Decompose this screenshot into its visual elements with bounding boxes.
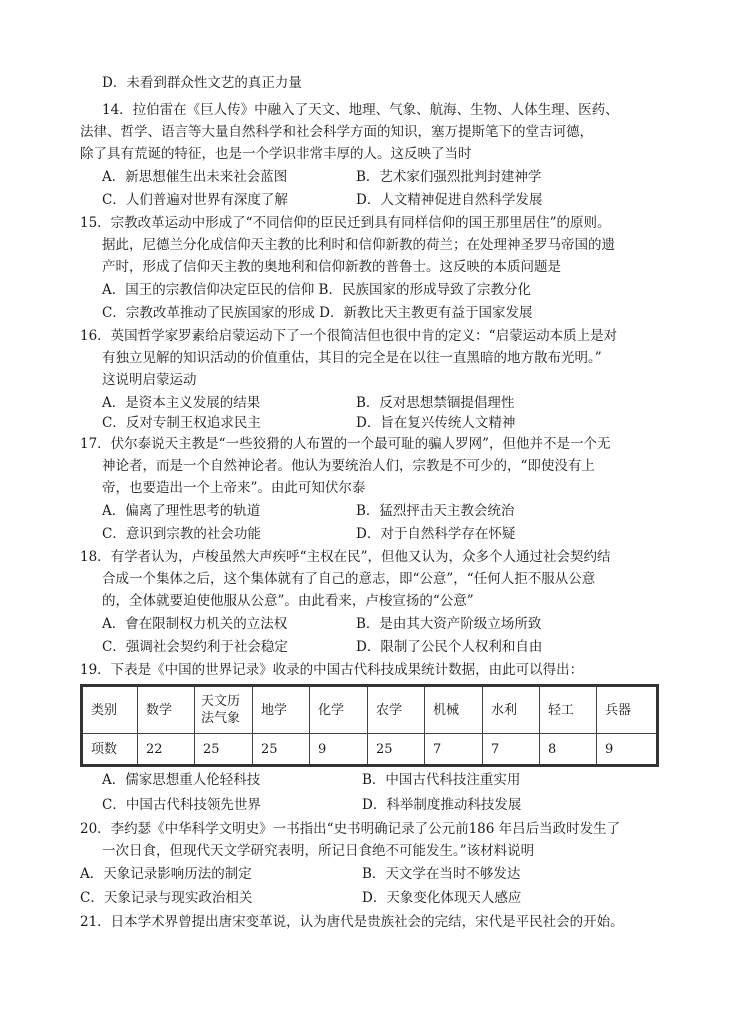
q15-stem-line: 产时，形成了信仰天主教的奥地利和信仰新教的普鲁士。这反映的本质问题是 <box>102 259 561 275</box>
q14-option-b: B．艺术家们强烈批判封建神学 <box>356 169 542 185</box>
q14-stem-line: 法律、哲学、语言等大量自然科学和社会科学方面的知识，塞万提斯笔下的堂吉诃德， <box>80 124 593 140</box>
table-header-cell: 数学 <box>138 686 195 734</box>
q17-stem-line: 神论者，而是一个自然神论者。他认为要统治人们，宗教是不可少的，“即使没有上 <box>102 458 595 474</box>
q18-option-a: A．會在限制权力机关的立法权 <box>102 616 288 632</box>
q15-option-ab: A．国王的宗教信仰决定臣民的信仰 B．民族国家的形成导致了宗教分化 <box>102 282 531 298</box>
table-cell: 7 <box>483 734 540 766</box>
q14-option-c: C．人们普遍对世界有深度了解 <box>102 192 288 208</box>
table-header-cell: 天文历法气象 <box>195 686 253 734</box>
table-header-cell: 机械 <box>425 686 483 734</box>
table-cell: 8 <box>540 734 597 766</box>
table-header-row <box>82 686 658 734</box>
q16-option-b: B．反对思想禁锢提倡理性 <box>356 395 515 411</box>
q15-option-cd: C．宗教改革推动了民族国家的形成 D．新教比天主教更有益于国家发展 <box>102 305 533 321</box>
table-cell: 22 <box>138 734 195 766</box>
q15-stem-line: 15．宗教改革运动中形成了“不同信仰的臣民迁到具有同样信仰的国王那里居住”的原则。 <box>80 215 611 231</box>
q18-option-d: D．限制了公民个人权利和自由 <box>356 639 543 655</box>
q18-stem-line: 的，全体就要迫使他服从公意”。由此看来，卢梭宣扬的“公意” <box>102 593 474 609</box>
q17-option-a: A．偏离了理性思考的轨道 <box>102 503 261 519</box>
table-row <box>82 734 658 766</box>
table-header-cell: 地学 <box>253 686 310 734</box>
q14-option-a: A．新思想催生出未来社会蓝图 <box>102 169 288 185</box>
q18-option-b: B．是由其大资产阶级立场所致 <box>356 616 542 632</box>
q20-option-d: D．天象变化体现天人感应 <box>362 890 522 906</box>
q18-option-c: C．强调社会契约利于社会稳定 <box>102 639 288 655</box>
q18-stem-line: 18．有学者认为，卢梭虽然大声疾呼“主权在民”，但他又认为，众多个人通过社会契约结 <box>80 549 611 565</box>
q14-stem-line: 14．拉伯雷在《巨人传》中融入了天文、地理、气象、航海、生物、人体生理、医药、 <box>102 102 619 118</box>
q14-option-d: D．人文精神促进自然科学发展 <box>356 192 543 208</box>
q15-stem-line: 据此，尼德兰分化成信仰天主教的比利时和信仰新教的荷兰；在处理神圣罗马帝国的遗 <box>102 237 615 253</box>
q20-stem-line: 一次日食，但现代天文学研究表明，所记日食绝不可能发生。”该材料说明 <box>102 843 535 859</box>
table-header-cell: 兵器 <box>597 686 658 734</box>
table-header-cell: 轻工 <box>540 686 597 734</box>
table-cell: 25 <box>368 734 425 766</box>
q16-stem-line: 有独立见解的知识活动的价值重估，其目的完全是在以往一直黑暗的地方散布光明。” <box>102 350 602 366</box>
q17-option-d: D．对于自然科学存在怀疑 <box>356 526 516 542</box>
table-header-cell: 类别 <box>82 686 138 734</box>
q21-stem-line: 21．日本学术界曾提出唐宋变革说，认为唐代是贵族社会的完结，宋代是平民社会的开始。 <box>80 914 624 930</box>
q19-option-c: C．中国古代科技领先世界 <box>102 797 261 813</box>
q19-option-b: B．中国古代科技注重实用 <box>362 772 521 788</box>
q14-stem-line: 除了具有荒诞的特征，也是一个学识非常丰厚的人。这反映了当时 <box>80 146 472 162</box>
statistics-table <box>80 684 659 767</box>
table-header-cell: 化学 <box>310 686 368 734</box>
q16-option-a: A．是资本主义发展的结果 <box>102 395 261 411</box>
q20-option-a: A．天象记录影响历法的制定 <box>80 866 252 882</box>
q16-option-d: D．旨在复兴传统人文精神 <box>356 415 516 431</box>
q20-option-c: C．天象记录与现实政治相关 <box>80 890 253 906</box>
q20-stem-line: 20．李约瑟《中华科学文明史》一书指出“史书明确记录了公元前186 年吕后当政时发生了 <box>80 821 621 837</box>
q16-option-c: C．反对专制王权追求民主 <box>102 415 261 431</box>
q13-option-d: D．未看到群众性文艺的真正力量 <box>102 75 302 91</box>
q17-stem-line: 17．伏尔泰说天主教是“一些狡猾的人布置的一个最可耻的骗人罗网”，但他并不是一个无 <box>80 436 611 452</box>
q18-stem-line: 合成一个集体之后，这个集体就有了自己的意志，即“公意”，“任何人拒不服从公意 <box>102 571 596 587</box>
table-cell: 9 <box>597 734 658 766</box>
q17-option-c: C．意识到宗教的社会功能 <box>102 526 261 542</box>
table-cell: 25 <box>253 734 310 766</box>
q20-option-b: B．天文学在当时不够发达 <box>362 866 521 882</box>
table-cell: 25 <box>195 734 253 766</box>
q19-stem-line: 19．下表是《中国的世界记录》收录的中国古代科技成果统计数据，由此可以得出： <box>80 662 584 678</box>
table-cell: 9 <box>310 734 368 766</box>
table-header-cell: 农学 <box>368 686 425 734</box>
table-row-label: 项数 <box>82 734 138 766</box>
table-cell: 7 <box>425 734 483 766</box>
q17-option-b: B．猛烈抨击天主教会统治 <box>356 503 515 519</box>
q19-option-d: D．科举制度推动科技发展 <box>362 797 522 813</box>
q19-option-a: A．儒家思想重人伦轻科技 <box>102 772 261 788</box>
q17-stem-line: 帝，也要造出一个上帝来”。由此可知伏尔泰 <box>102 480 366 496</box>
table-header-cell: 水利 <box>483 686 540 734</box>
q16-stem-line: 16．英国哲学家罗素给启蒙运动下了一个很简洁但也很中肯的定义：“启蒙运动本质上是对 <box>80 328 618 344</box>
q16-stem-line: 这说明启蒙运动 <box>102 372 197 388</box>
